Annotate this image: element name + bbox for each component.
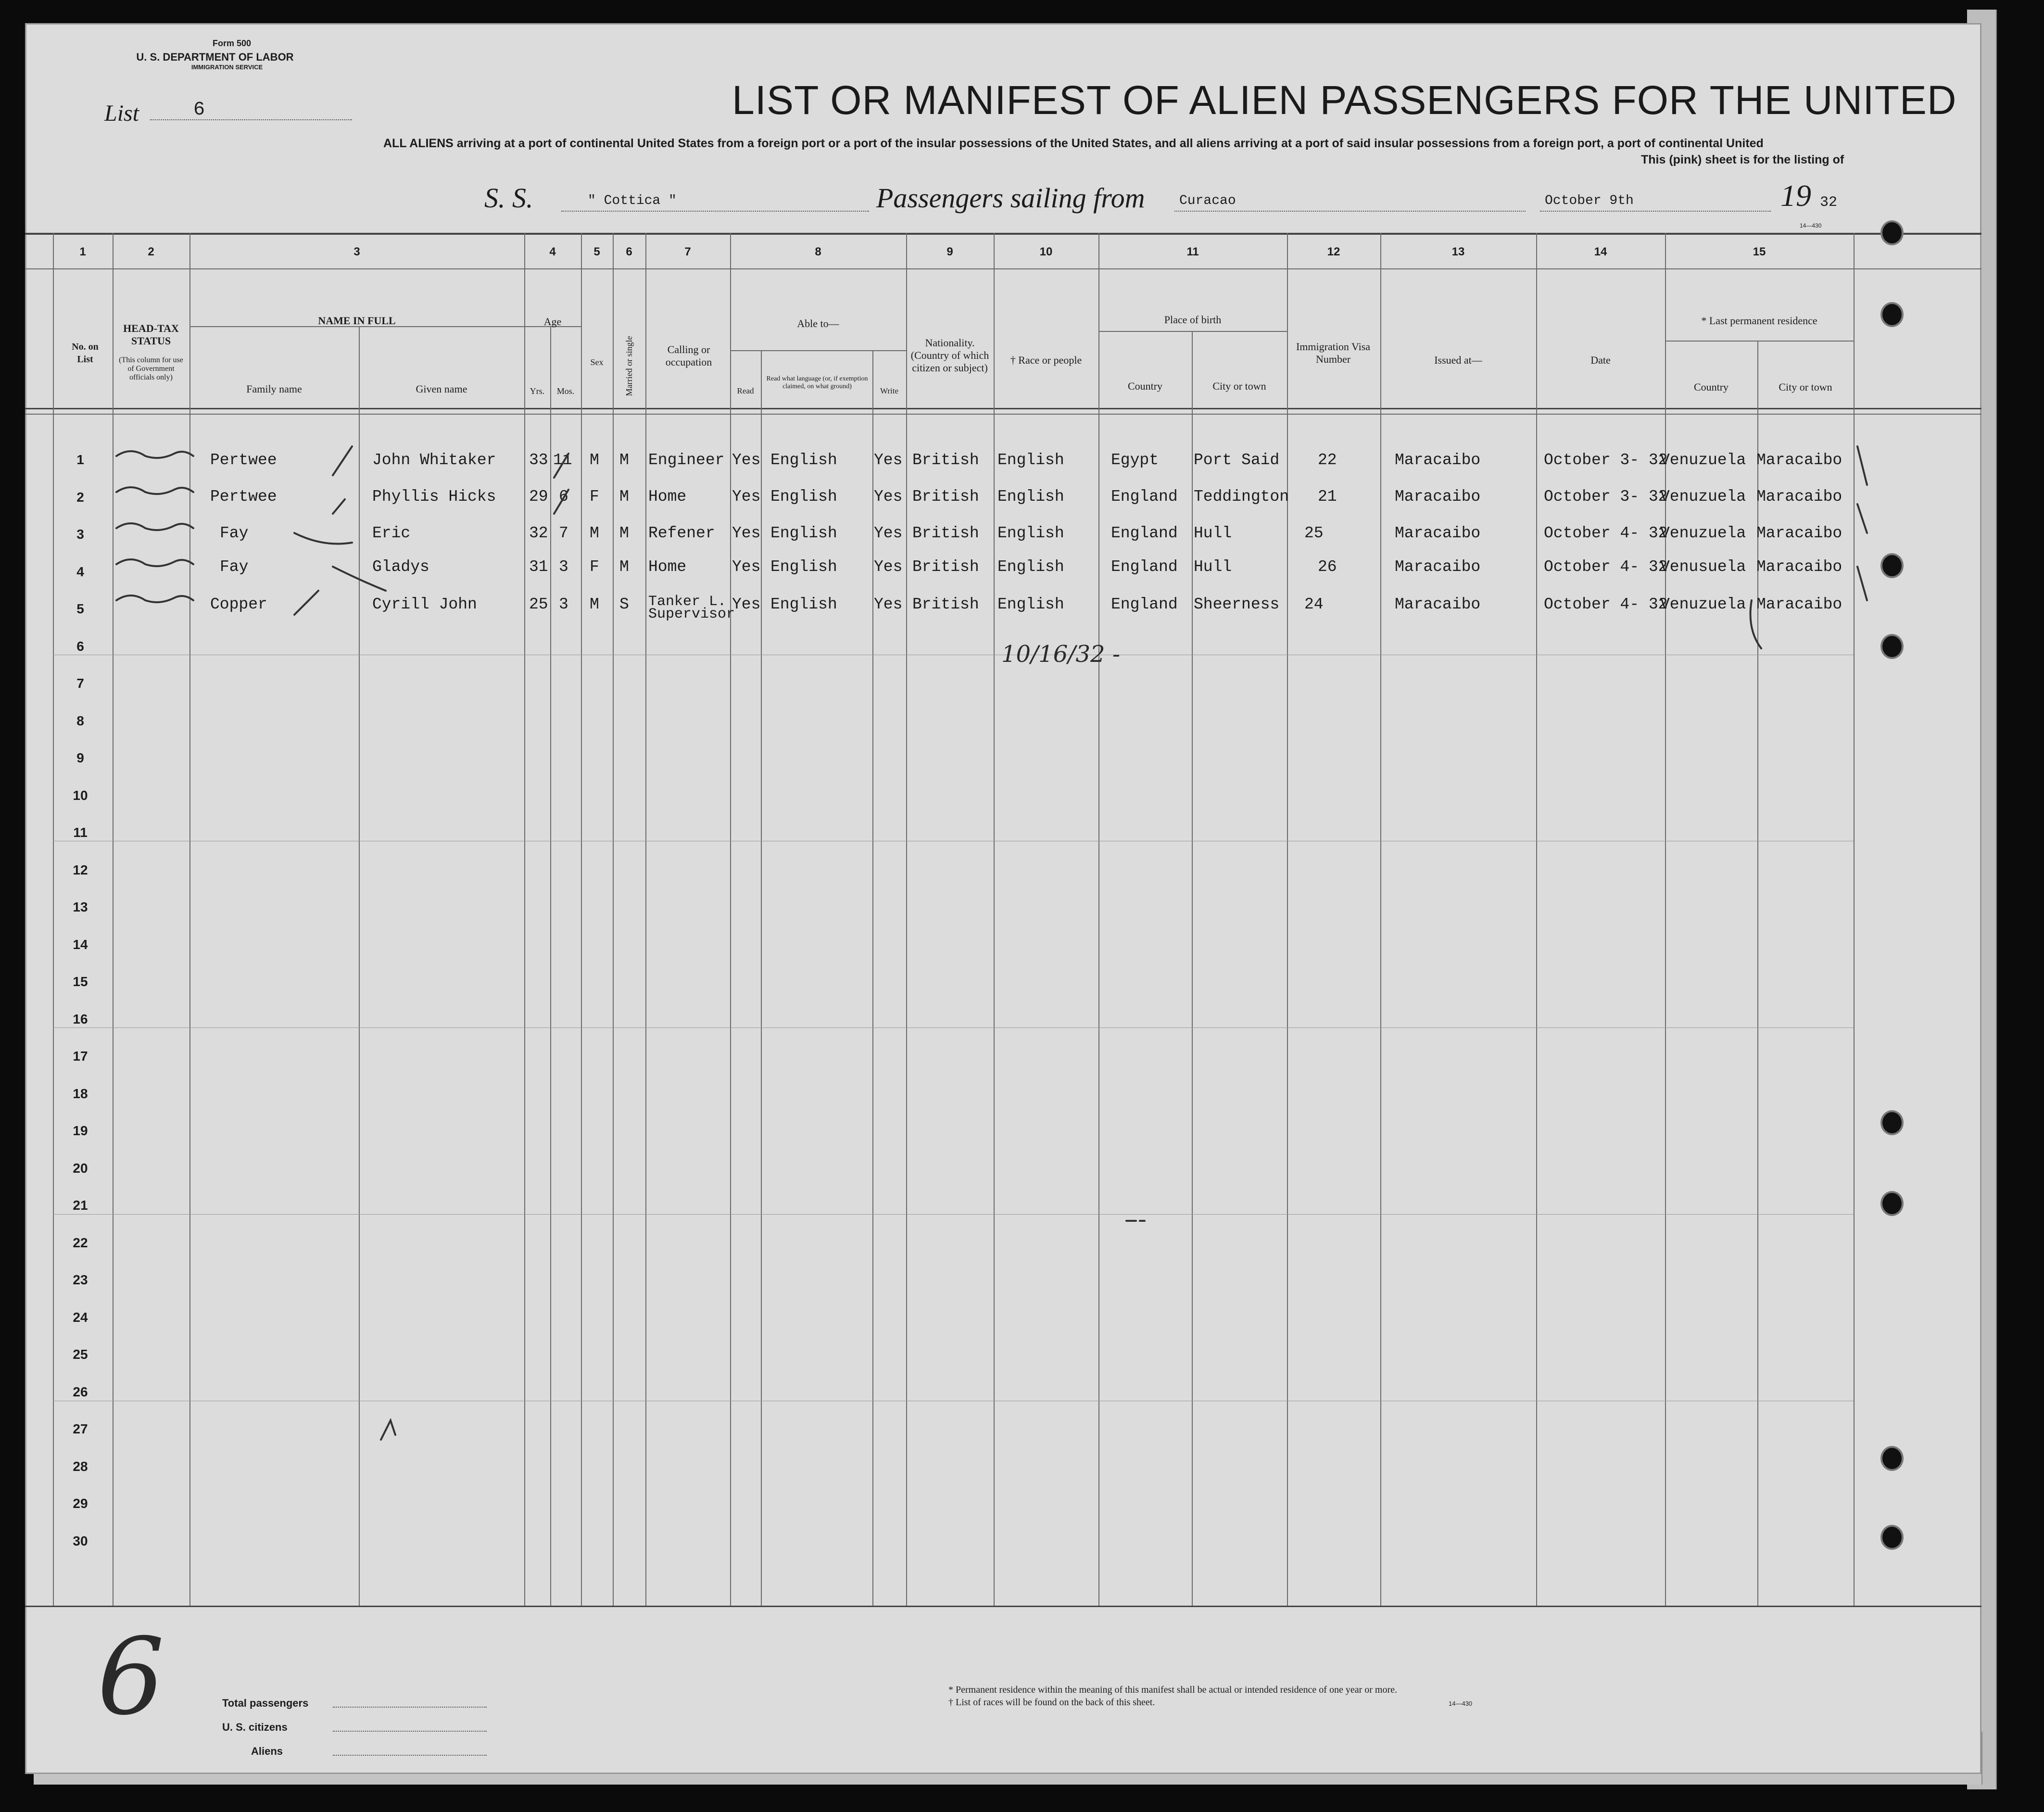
- header-birth-country: Country: [1127, 380, 1163, 392]
- form-number: Form 500: [212, 38, 252, 48]
- residence-country: Venuzuela: [1660, 488, 1746, 506]
- row-number: 6: [76, 639, 84, 654]
- header-age: Age: [543, 316, 562, 328]
- row-number: 17: [73, 1049, 88, 1064]
- header-mos: Mos.: [556, 386, 575, 396]
- age-months: 6: [559, 488, 568, 506]
- can-read: Yes: [732, 488, 761, 506]
- row-number: 25: [73, 1347, 88, 1362]
- head-tax-scribble: [116, 523, 193, 530]
- birth-city: Teddington: [1194, 488, 1289, 506]
- birth-country: England: [1111, 524, 1178, 542]
- row-number: 14: [73, 937, 88, 952]
- annotation-row6: 10/16/32 -: [1001, 641, 1121, 668]
- given-name: Gladys: [372, 558, 429, 576]
- family-name: Pertwee: [210, 451, 277, 469]
- row-number: 3: [76, 527, 84, 542]
- row-number: 15: [73, 974, 88, 989]
- age-years: 31: [529, 558, 548, 576]
- header-issued-at: Issued at—: [1434, 354, 1482, 366]
- right-mark: [1857, 567, 1867, 600]
- sex: F: [590, 488, 599, 506]
- column-number: 13: [1451, 245, 1465, 258]
- sailing-label: Passengers sailing from: [876, 182, 1145, 214]
- header-birth-city: City or town: [1212, 380, 1266, 392]
- us-citizens-label: U. S. citizens: [222, 1721, 288, 1733]
- occupation: Engineer: [648, 451, 725, 469]
- visa-number: 22: [1318, 451, 1337, 469]
- birth-country: Egypt: [1111, 451, 1159, 469]
- header-res-city: City or town: [1779, 381, 1832, 393]
- row-number: 9: [76, 750, 84, 765]
- row-number: 19: [73, 1123, 88, 1138]
- column-number: 5: [593, 245, 600, 258]
- marital-status: M: [619, 451, 629, 469]
- row-number: 24: [73, 1310, 88, 1325]
- binder-hole: [1880, 1191, 1904, 1216]
- read-language: English: [770, 488, 837, 506]
- check-tick: [294, 533, 352, 544]
- list-number: 6: [193, 99, 205, 121]
- residence-country: Venusuela: [1660, 558, 1746, 576]
- residence-country: Venuzuela: [1660, 524, 1746, 542]
- row-number: 11: [73, 825, 88, 840]
- aliens-line: [333, 1755, 487, 1756]
- marital-status: S: [619, 596, 629, 613]
- row-number: 30: [73, 1533, 88, 1548]
- header-yrs: Yrs.: [530, 386, 545, 396]
- marital-status: M: [619, 524, 629, 542]
- race: English: [997, 524, 1064, 542]
- can-read: Yes: [732, 451, 761, 469]
- column-number: 7: [684, 245, 691, 258]
- row-number: 18: [73, 1086, 88, 1101]
- head-tax-scribble: [116, 559, 193, 566]
- header-able-to: Able to—: [797, 317, 839, 329]
- check-tick: [333, 567, 386, 591]
- age-months: 3: [559, 596, 568, 613]
- corner-code: 14—430: [1800, 222, 1822, 229]
- row-number: 7: [76, 676, 84, 691]
- total-passengers-text: Total passengers: [222, 1697, 309, 1709]
- given-name: Cyrill John: [372, 596, 477, 613]
- race: English: [997, 488, 1064, 506]
- column-number: 11: [1186, 245, 1199, 258]
- can-write: Yes: [874, 524, 903, 542]
- birth-city: Hull: [1194, 558, 1232, 576]
- issued-at: Maracaibo: [1395, 451, 1481, 469]
- occupation: Refener: [648, 524, 715, 542]
- header-read: Read: [737, 386, 754, 395]
- footer-code: 14—430: [1449, 1700, 1473, 1707]
- can-write: Yes: [874, 488, 903, 506]
- age-years: 33: [529, 451, 548, 469]
- row-number: 8: [76, 713, 84, 728]
- age-months: 3: [559, 558, 568, 576]
- family-name: Pertwee: [210, 488, 277, 506]
- header-place-of-birth: Place of birth: [1164, 314, 1222, 326]
- occupation: Tanker L. Supervisor: [648, 594, 735, 622]
- header-calling: Calling or occupation: [665, 343, 712, 368]
- residence-city: Maracaibo: [1756, 558, 1842, 576]
- read-language: English: [770, 451, 837, 469]
- row-number: 20: [73, 1161, 88, 1176]
- handwriting-marks: [25, 23, 1981, 1774]
- page-title: LIST OR MANIFEST OF ALIEN PASSENGERS FOR THE UNITED: [732, 77, 1957, 123]
- nationality: British: [912, 596, 979, 613]
- birth-city: Port Said: [1194, 451, 1280, 469]
- issued-at: Maracaibo: [1395, 524, 1481, 542]
- residence-country: Venuzuela: [1660, 451, 1746, 469]
- binder-hole: [1880, 553, 1904, 578]
- row-number: 13: [73, 900, 88, 914]
- binder-hole: [1880, 634, 1904, 659]
- visa-date: October 4- 32: [1544, 524, 1668, 542]
- row-number: 29: [73, 1496, 88, 1511]
- residence-country: Venuzuela: [1660, 596, 1746, 613]
- age-years: 25: [529, 596, 548, 613]
- total-passengers-label: [222, 1697, 308, 1710]
- row-number: 10: [73, 788, 88, 803]
- sailing-port: Curacao: [1179, 193, 1236, 208]
- residence-city: Maracaibo: [1756, 524, 1842, 542]
- service-name: IMMIGRATION SERVICE: [191, 63, 263, 71]
- binder-hole: [1880, 1110, 1904, 1135]
- birth-country: England: [1111, 558, 1178, 576]
- manifest-sheet: [25, 23, 1981, 1774]
- race: English: [997, 596, 1064, 613]
- header-sex: Sex: [590, 357, 604, 367]
- read-language: English: [770, 524, 837, 542]
- column-number: 8: [815, 245, 821, 258]
- read-language: English: [770, 558, 837, 576]
- nationality: British: [912, 451, 979, 469]
- check-tick: [333, 499, 345, 514]
- marital-status: M: [619, 558, 629, 576]
- column-number: 3: [353, 245, 360, 258]
- subtitle-line-2: This (pink) sheet is for the listing of: [1641, 153, 1844, 166]
- header-given-name: Given name: [416, 383, 467, 395]
- visa-number: 24: [1304, 596, 1324, 613]
- given-name: Eric: [372, 524, 411, 542]
- issued-at: Maracaibo: [1395, 488, 1481, 506]
- right-mark: [1857, 446, 1867, 485]
- check-tick: [333, 446, 352, 475]
- aliens-label: Aliens: [251, 1745, 283, 1757]
- age-months: 7: [559, 524, 568, 542]
- row-number: 4: [76, 564, 84, 579]
- column-number: 1: [79, 245, 86, 258]
- family-name: Fay: [220, 558, 249, 576]
- head-tax-scribble: [116, 451, 193, 458]
- sex: F: [590, 558, 599, 576]
- sailing-date: October 9th: [1545, 193, 1634, 208]
- issued-at: Maracaibo: [1395, 558, 1481, 576]
- row-number: 27: [73, 1421, 88, 1436]
- age-months: 11: [553, 451, 572, 469]
- column-number: 6: [626, 245, 632, 258]
- sex: M: [590, 524, 599, 542]
- check-tick: [294, 591, 318, 615]
- visa-number: 26: [1318, 558, 1337, 576]
- header-nationality: Nationality. (Country of which citizen or subject): [910, 337, 989, 374]
- footnote-races: † List of races will be found on the back of this sheet.: [948, 1697, 1155, 1708]
- can-write: Yes: [874, 451, 903, 469]
- year-prefix: 19: [1780, 178, 1811, 213]
- column-number: 14: [1594, 245, 1607, 258]
- column-number: 12: [1327, 245, 1340, 258]
- row-number: 12: [73, 862, 88, 877]
- occupation: Home: [648, 488, 687, 506]
- small-mark: [381, 1420, 395, 1440]
- binder-hole: [1880, 1525, 1904, 1550]
- birth-country: England: [1111, 596, 1178, 613]
- residence-city: Maracaibo: [1756, 596, 1842, 613]
- occupation: Home: [648, 558, 687, 576]
- column-number: 15: [1753, 245, 1766, 258]
- birth-country: England: [1111, 488, 1178, 506]
- age-years: 29: [529, 488, 548, 506]
- given-name: Phyllis Hicks: [372, 488, 496, 506]
- us-citizens-line: [333, 1731, 487, 1732]
- header-visa: Immigration Visa Number: [1296, 341, 1371, 365]
- residence-city: Maracaibo: [1756, 488, 1842, 506]
- head-tax-scribble: [116, 596, 193, 602]
- header-res-country: Country: [1693, 381, 1729, 393]
- race: English: [997, 558, 1064, 576]
- footnote-residence: * Permanent residence within the meaning of this manifest shall be actual or intended residence of one year or more.: [948, 1685, 1398, 1695]
- mos-slash: [554, 490, 568, 514]
- residence-city: Maracaibo: [1756, 451, 1842, 469]
- total-passengers-line: [333, 1707, 487, 1708]
- large-handwritten-mark: 6: [97, 1615, 164, 1738]
- row-number: 16: [73, 1012, 88, 1026]
- family-name: Fay: [220, 524, 249, 542]
- row-number: 1: [76, 452, 84, 467]
- header-read-lang: Read what language (or, if exemption claimed, on what ground): [766, 375, 868, 390]
- sex: M: [590, 451, 599, 469]
- row-number: 2: [76, 490, 84, 505]
- binder-hole: [1880, 302, 1904, 327]
- binder-hole: [1880, 220, 1904, 245]
- column-number: 10: [1039, 245, 1053, 258]
- can-read: Yes: [732, 596, 761, 613]
- visa-date: October 4- 32: [1544, 558, 1668, 576]
- given-name: John Whitaker: [372, 451, 496, 469]
- ship-name: " Cottica ": [588, 193, 677, 208]
- header-married: Married or single: [624, 336, 634, 396]
- visa-date: October 4- 32: [1544, 596, 1668, 613]
- race: English: [997, 451, 1064, 469]
- visa-number: 25: [1304, 524, 1324, 542]
- column-number: 4: [549, 245, 556, 258]
- head-tax-scribble: [116, 487, 193, 494]
- department-name: U. S. DEPARTMENT OF LABOR: [136, 51, 294, 63]
- birth-city: Sheerness: [1194, 596, 1280, 613]
- subtitle-line-1: ALL ALIENS arriving at a port of continental United States from a foreign port or a port of the insular possessions of the United States, and all aliens arriving at a port of said insular possessions from a foreign port, a port of continental United: [383, 137, 1764, 150]
- marital-status: M: [619, 488, 629, 506]
- issued-at: Maracaibo: [1395, 596, 1481, 613]
- header-no-on-list: No. on List: [72, 342, 99, 365]
- right-mark: [1751, 600, 1762, 648]
- can-read: Yes: [732, 524, 761, 542]
- can-write: Yes: [874, 558, 903, 576]
- header-last-residence: * Last permanent residence: [1701, 315, 1817, 327]
- header-head-tax: HEAD-TAX STATUS: [123, 322, 179, 347]
- row-number: 5: [76, 601, 84, 616]
- row-number: 26: [73, 1384, 88, 1399]
- row-number: 21: [73, 1198, 88, 1213]
- header-race: † Race or people: [1010, 354, 1082, 366]
- visa-date: October 3- 32: [1544, 488, 1668, 506]
- header-family-name: Family name: [246, 383, 302, 395]
- nationality: British: [912, 524, 979, 542]
- can-read: Yes: [732, 558, 761, 576]
- binder-hole: [1880, 1446, 1904, 1471]
- age-years: 32: [529, 524, 548, 542]
- year-suffix: 32: [1820, 194, 1838, 211]
- header-name-in-full: NAME IN FULL: [318, 315, 396, 327]
- sex: M: [590, 596, 599, 613]
- ss-label: S. S.: [484, 182, 533, 214]
- nationality: British: [912, 558, 979, 576]
- list-label: List: [104, 101, 139, 126]
- read-language: English: [770, 596, 837, 613]
- row-number: 23: [73, 1272, 88, 1287]
- column-number: 2: [148, 245, 154, 258]
- nationality: British: [912, 488, 979, 506]
- header-date: Date: [1590, 354, 1611, 366]
- right-mark: [1857, 504, 1867, 533]
- visa-date: October 3- 32: [1544, 451, 1668, 469]
- mos-slash: [554, 454, 568, 478]
- birth-city: Hull: [1194, 524, 1232, 542]
- row-number: 28: [73, 1459, 88, 1474]
- header-write: Write: [880, 386, 899, 395]
- can-write: Yes: [874, 596, 903, 613]
- visa-number: 21: [1318, 488, 1337, 506]
- row-number: 22: [73, 1235, 88, 1250]
- column-number: 9: [946, 245, 953, 258]
- family-name: Copper: [210, 596, 267, 613]
- header-head-tax-note: (This column for use of Government officials only): [119, 356, 183, 381]
